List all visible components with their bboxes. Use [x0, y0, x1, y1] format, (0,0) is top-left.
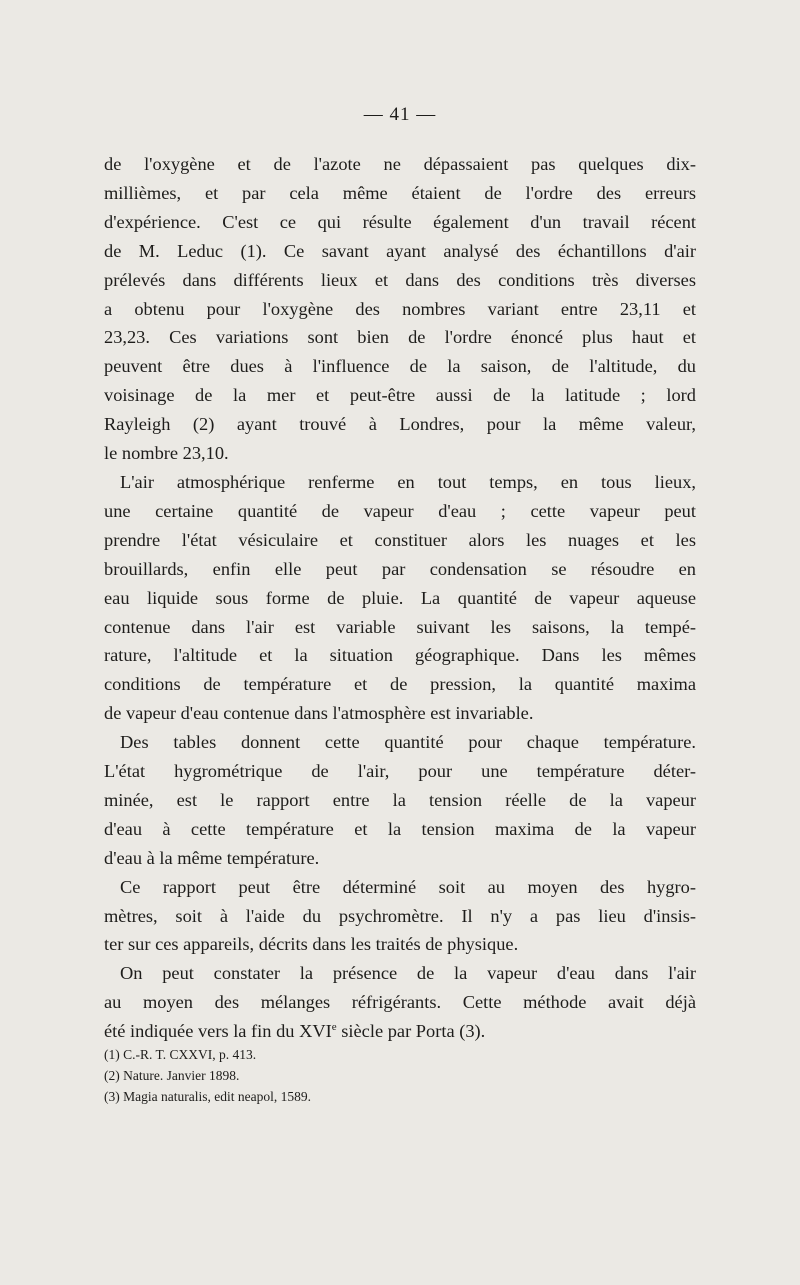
text-line: mètres, soit à l'aide du psychromètre. Il n'y a pas lieu d'insis- [104, 905, 696, 926]
text-line: Ce rapport peut être déterminé soit au moyen des hygro- [120, 876, 696, 897]
text-line: 23,23. Ces variations sont bien de l'ordre énoncé plus haut et [104, 327, 696, 348]
text-line: le nombre 23,10. [104, 443, 229, 464]
body-text [104, 150, 696, 1046]
text-line: millièmes, et par cela même étaient de l'ordre des erreurs [104, 182, 696, 203]
superscript: e [331, 1021, 337, 1034]
text-line: d'eau à cette température et la tension maxima de la vapeur [104, 818, 696, 839]
text-line [104, 1017, 696, 1046]
text-line: brouillards, enfin elle peut par condensation se résoudre en [104, 558, 696, 579]
text-fragment: siècle par Porta (3). [336, 1021, 486, 1042]
page-number: — 41 — [363, 104, 437, 125]
text-line: a obtenu pour l'oxygène des nombres variant entre 23,11 et [104, 298, 696, 319]
text-line: une certaine quantité de vapeur d'eau ; cette vapeur peut [104, 500, 696, 521]
text-line: On peut constater la présence de la vapeur d'eau dans l'air [120, 963, 696, 984]
text-line: d'eau à la même température. [104, 847, 320, 868]
text-line: peuvent être dues à l'influence de la saison, de l'altitude, du [104, 356, 696, 377]
text-line: L'état hygrométrique de l'air, pour une température déter- [104, 761, 696, 782]
footnotes [104, 1044, 696, 1107]
text-line: eau liquide sous forme de pluie. La quantité de vapeur aqueuse [104, 587, 696, 608]
text-line: L'air atmosphérique renferme en tout temps, en tous lieux, [120, 471, 696, 492]
text-line: conditions de température et de pression, la quantité maxima [104, 674, 696, 695]
text-line: Rayleigh (2) ayant trouvé à Londres, pour la même valeur, [104, 414, 696, 435]
text-line: de M. Leduc (1). Ce savant ayant analysé des échantillons d'air [104, 240, 696, 261]
footnote: (3) Magia naturalis, edit neapol, 1589. [104, 1089, 311, 1104]
text-line: minée, est le rapport entre la tension réelle de la vapeur [104, 789, 696, 810]
text-line: contenue dans l'air est variable suivant les saisons, la tempé- [104, 616, 696, 637]
footnote: (1) C.-R. T. CXXVI, p. 413. [104, 1047, 257, 1062]
text-line: Des tables donnent cette quantité pour chaque température. [120, 732, 696, 753]
text-line: au moyen des mélanges réfrigérants. Cette méthode avait déjà [104, 992, 696, 1013]
text-line: rature, l'altitude et la situation géographique. Dans les mêmes [104, 645, 696, 666]
text-line: de l'oxygène et de l'azote ne dépassaient pas quelques dix- [104, 154, 696, 174]
footnote: (2) Nature. Janvier 1898. [104, 1068, 240, 1083]
text-line: ter sur ces appareils, décrits dans les traités de physique. [104, 934, 519, 955]
text-line: d'expérience. C'est ce qui résulte également d'un travail récent [104, 211, 696, 232]
text-fragment: été indiquée vers la fin du XVI [104, 1021, 332, 1042]
text-line: de vapeur d'eau contenue dans l'atmosphère est invariable. [104, 703, 534, 724]
text-line: prélevés dans différents lieux et dans des conditions très diverses [104, 269, 696, 290]
text-line: voisinage de la mer et peut-être aussi de la latitude ; lord [104, 385, 696, 406]
text-line: prendre l'état vésiculaire et constituer alors les nuages et les [104, 529, 696, 550]
